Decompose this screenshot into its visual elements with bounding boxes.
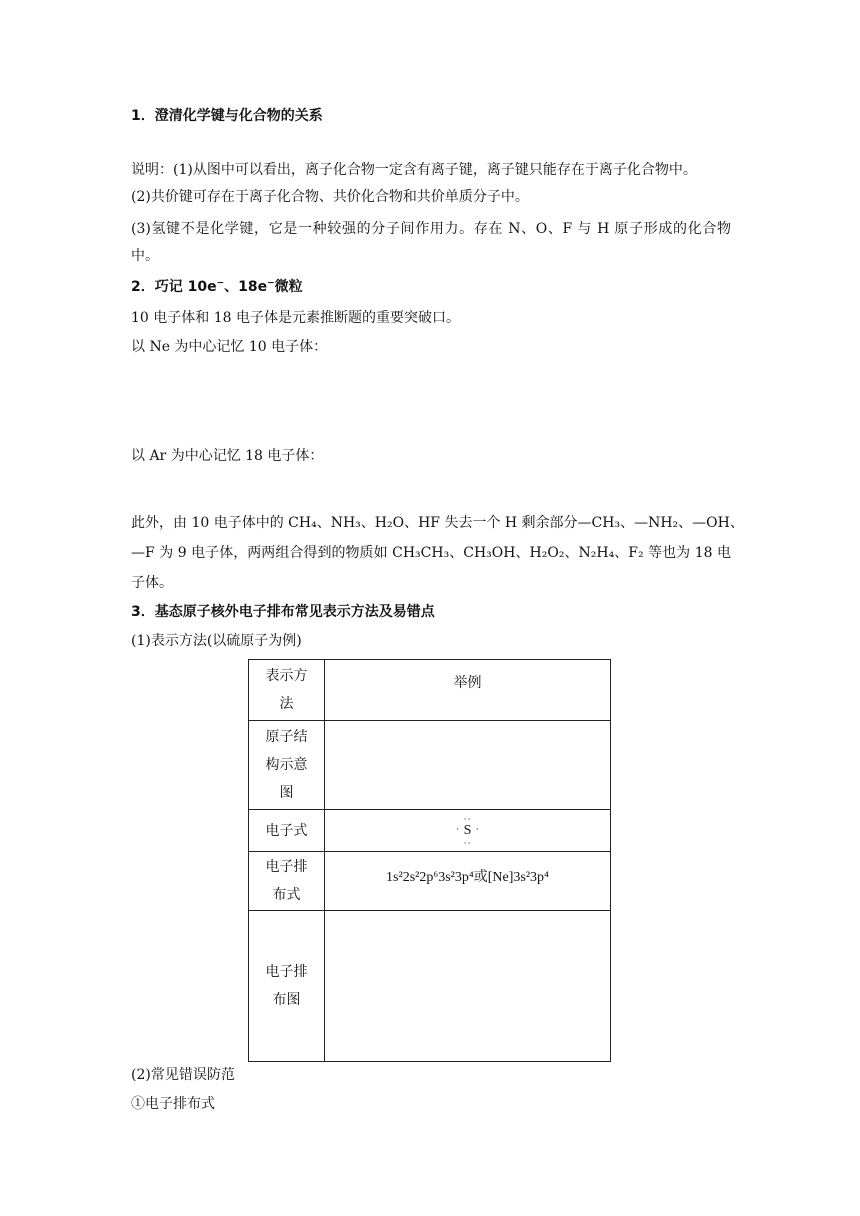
section-heading-3: 3．基态原子核外电子排布常见表示方法及易错点 [131,604,435,620]
sulfur-lewis-symbol [463,814,472,848]
note-line-4: 中。 [131,248,159,264]
heading2-sup-2: − [267,278,275,289]
row4-label: 电子排布图 [265,964,308,1008]
representation-table [248,659,611,1062]
heading2-sup-1: − [216,278,225,289]
section-heading-2 [131,277,731,297]
note-line-3: (3)氢键不是化学键，它是一种较强的分子间作用力。存在 N、O、F 与 H 原子形成的化合物 [131,221,731,237]
row1-label: 原子结构示意图 [265,729,308,801]
row1-value-cell [325,721,611,810]
lewis-dots-top: ·· [463,814,472,824]
ar-line: 以 Ar 为中心记忆 18 电子体： [131,448,324,464]
header-right-cell [325,660,611,721]
table-row [249,721,611,810]
table-row [249,911,611,1062]
heading2-mid: 、18e [224,279,268,295]
section-heading-1: 1．澄清化学键与化合物的关系 [131,108,323,124]
row2-value-cell: · ·· S ·· · [325,810,611,852]
table-row [249,810,611,852]
row1-label-cell [249,721,325,810]
config-or: 或 [473,869,488,885]
row4-label-cell [249,911,325,1062]
header-left-cell [249,660,325,721]
header-right: 举例 [453,675,482,691]
note-line-1: 说明：(1)从图中可以看出，离子化合物一定含有离子键，离子键只能存在于离子化合物中。 [131,162,697,178]
sub-heading-2: (2)常见错误防范 [131,1067,235,1083]
heading2-suffix: 微粒 [274,279,303,295]
lewis-dots-bottom: ·· [463,838,472,848]
para-10-18: 10 电子体和 18 电子体是元素推断题的重要突破口。 [131,310,460,326]
extra-line-3: 子体。 [131,575,173,591]
heading2-prefix: 2．巧记 10e [131,279,217,295]
electron-config-short: [Ne]3s²3p⁴ [487,870,549,885]
row3-value-cell [325,852,611,911]
electron-config-full: 1s²2s²2p⁶3s²3p⁴ [386,870,474,885]
header-left: 表示方法 [265,668,308,712]
sub-heading-1: (1)表示方法(以硫原子为例) [131,633,302,649]
row2-label: 电子式 [265,822,308,839]
row3-label: 电子排布式 [265,859,308,903]
row2-label-cell [249,810,325,852]
extra-line-2: —F 为 9 电子体，两两组合得到的物质如 CH₃CH₃、CH₃OH、H₂O₂、N₂H₄、F₂ 等也为 18 电 [131,545,731,561]
note-line-2: (2)共价键可存在于离子化合物、共价化合物和共价单质分子中。 [131,189,529,205]
extra-line-1: 此外，由 10 电子体中的 CH₄、NH₃、H₂O、HF 失去一个 H 剩余部分—CH₃、—NH₂、—OH、 [131,515,744,531]
lewis-symbol: S [463,823,472,838]
table-row [249,852,611,911]
table-row [249,660,611,721]
row4-value-cell [325,911,611,1062]
ne-line: 以 Ne 为中心记忆 10 电子体： [131,339,328,355]
sub-item-1: ①电子排布式 [131,1096,215,1112]
row3-label-cell [249,852,325,911]
